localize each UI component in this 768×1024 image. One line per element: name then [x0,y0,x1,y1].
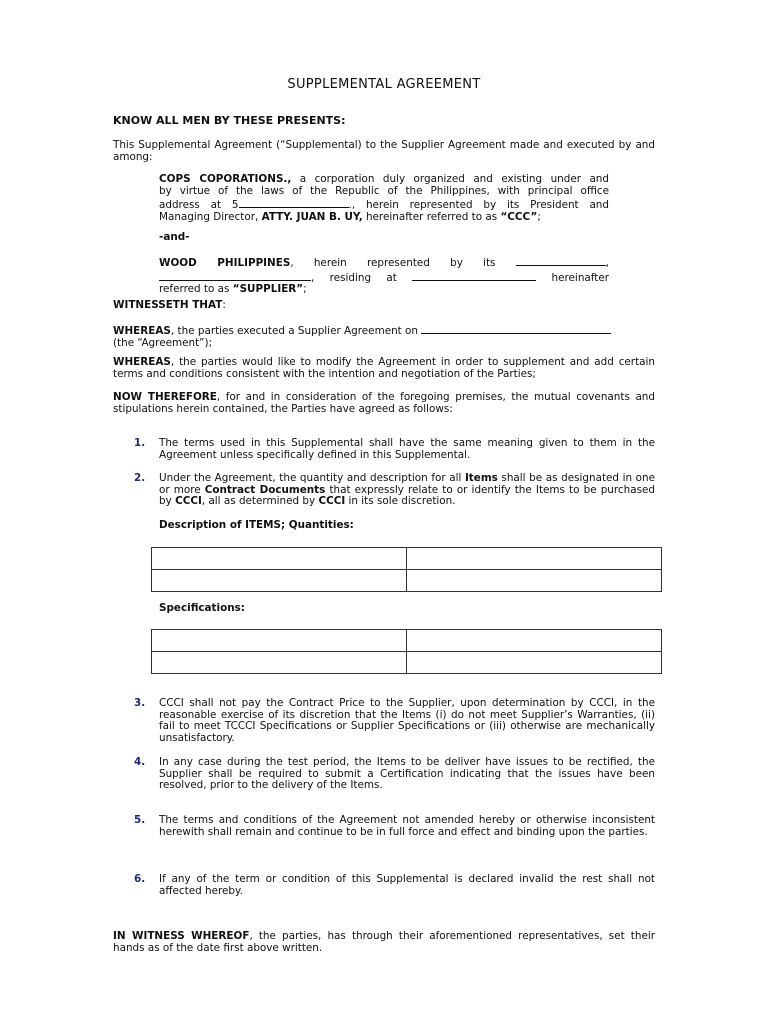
whereas-2-text: , the parties would like to modify the Agreement in order to supplement and add certain terms and conditions consistent with the intention and negotiation of the Parties; [113,356,655,380]
witness-whereof-text: , the parties, has through their aforementioned representatives, set their hands as of the date first above written. [113,930,655,954]
party2-name: WOOD PHILIPPINES [159,257,291,269]
item-2-text [159,473,655,508]
specifications-table [151,629,662,674]
and-separator: -and- [159,231,190,243]
table-row [152,570,662,592]
party1-address-label: address at 5 [159,199,239,212]
item-4-text: In any case during the test period, the Items to be deliver have issues to be rectified, the Supplier shall be required to submit a Certification indicating that the issues have been resolved, prior to the delivery of the Items. [159,756,655,792]
party1-alias: “CCC” [500,210,538,223]
party2-block [159,255,609,296]
description-table [151,547,662,592]
party1-line4c: ; [537,210,541,223]
witnesseth-colon: : [222,299,226,311]
party2-alias: “SUPPLIER” [232,283,304,296]
page-title: SUPPLEMENTAL AGREEMENT [287,77,481,92]
party2-line2a: , residing at [311,271,397,284]
party2-representative-blank[interactable] [516,255,606,266]
table-row [152,630,662,652]
item-1-text: The terms used in this Supplemental shall have the same meaning given to them in the Agreement unless specifically defined in this Supplemental. [159,437,655,461]
item-2-items: Items [464,472,498,484]
whereas-1 [113,323,655,349]
party2-line2b: hereinafter [551,271,609,284]
description-heading: Description of ITEMS; Quantities: [159,519,354,531]
now-therefore-text: , for and in consideration of the foregoing premises, the mutual covenants and stipulations herein contained, the Parties have agreed as follows: [113,391,655,415]
party1-line1: a corporation duly organized and existing under and [291,173,609,185]
whereas-2-label: WHEREAS [113,356,171,368]
now-therefore [113,392,655,415]
table-cell[interactable] [407,630,662,652]
witness-whereof-label: IN WITNESS WHEREOF [113,930,250,942]
party2-line3b: ; [303,283,307,296]
table-cell[interactable] [407,652,662,674]
item-2-part-g: , all as determined by [201,495,319,508]
item-6-text: If any of the term or condition of this Supplemental is declared invalid the rest shall not affected hereby. [159,873,655,897]
table-cell[interactable] [152,548,407,570]
item-5-text: The terms and conditions of the Agreement not amended hereby or otherwise inconsistent herewith shall remain and continue to be in full force and effect and binding upon the parties. [159,814,655,838]
now-therefore-label: NOW THEREFORE [113,391,217,403]
item-2-contract-documents: Contract Documents [204,483,326,496]
item-2-ccci-2: CCCI [318,495,346,508]
whereas-1-label: WHEREAS [113,325,171,337]
party1-block [159,174,609,223]
table-cell[interactable] [407,570,662,592]
party2-line1-end: , [605,257,609,269]
party1-line3: ., herein represented by its President and [348,199,609,212]
agreement-date-blank[interactable] [421,323,611,334]
party2-line3a: referred to as [159,283,233,296]
party2-address-blank[interactable] [412,270,536,281]
table-cell[interactable] [407,548,662,570]
whereas-2 [113,357,655,380]
table-cell[interactable] [152,652,407,674]
preamble-heading: KNOW ALL MEN BY THESE PRESENTS: [113,114,346,127]
item-6-number: 6. [134,873,146,885]
item-2-part-a: Under the Agreement, the quantity and description for all [159,472,465,484]
item-4-number: 4. [134,756,146,768]
table-cell[interactable] [152,570,407,592]
specifications-heading: Specifications: [159,602,245,614]
party1-name: COPS COPORATIONS., [159,173,292,185]
item-3-text: CCCI shall not pay the Contract Price to the Supplier, upon determination by CCCI, in the reasonable exercise of its discretion that the Items (i) do not meet Supplier’s Warranties, (ii) fail to meet TCCCI Specifications or Supplier Specifications or (iii) otherwise are mechanically unsatisfactory. [159,697,655,744]
witnesseth-label: WITNESSETH THAT [113,299,223,311]
table-row [152,652,662,674]
whereas-1-text: , the parties executed a Supplier Agreement on [170,325,418,337]
witnesseth-heading [113,300,655,312]
whereas-1-line2: (the “Agreement”); [113,336,213,349]
party2-line1: , herein represented by its [290,257,496,269]
table-cell[interactable] [152,630,407,652]
item-2-part-c: shall be as designated in one or more [159,472,655,496]
party1-address-blank[interactable] [239,197,349,208]
party1-line4a: Managing Director, [159,210,262,223]
item-5-number: 5. [134,814,146,826]
item-2-ccci-1: CCCI [175,495,202,508]
party2-name-blank[interactable] [159,270,311,281]
witness-whereof [113,931,655,954]
party1-line4b: hereinafter referred to as [362,210,501,223]
party1-line2: by virtue of the laws of the Republic of the Philippines, with principal office [159,184,609,197]
item-2-number: 2. [134,472,146,484]
party1-representative: ATTY. JUAN B. UY, [261,210,363,223]
item-2-part-i: in its sole discretion. [345,495,456,508]
intro-paragraph: This Supplemental Agreement (“Supplemental) to the Supplier Agreement made and executed by and among: [113,139,655,163]
item-2-part-e: that expressly relate to or identify the Items to be purchased by [159,483,655,508]
item-1-number: 1. [134,437,146,449]
item-3-number: 3. [134,697,146,709]
table-row [152,548,662,570]
